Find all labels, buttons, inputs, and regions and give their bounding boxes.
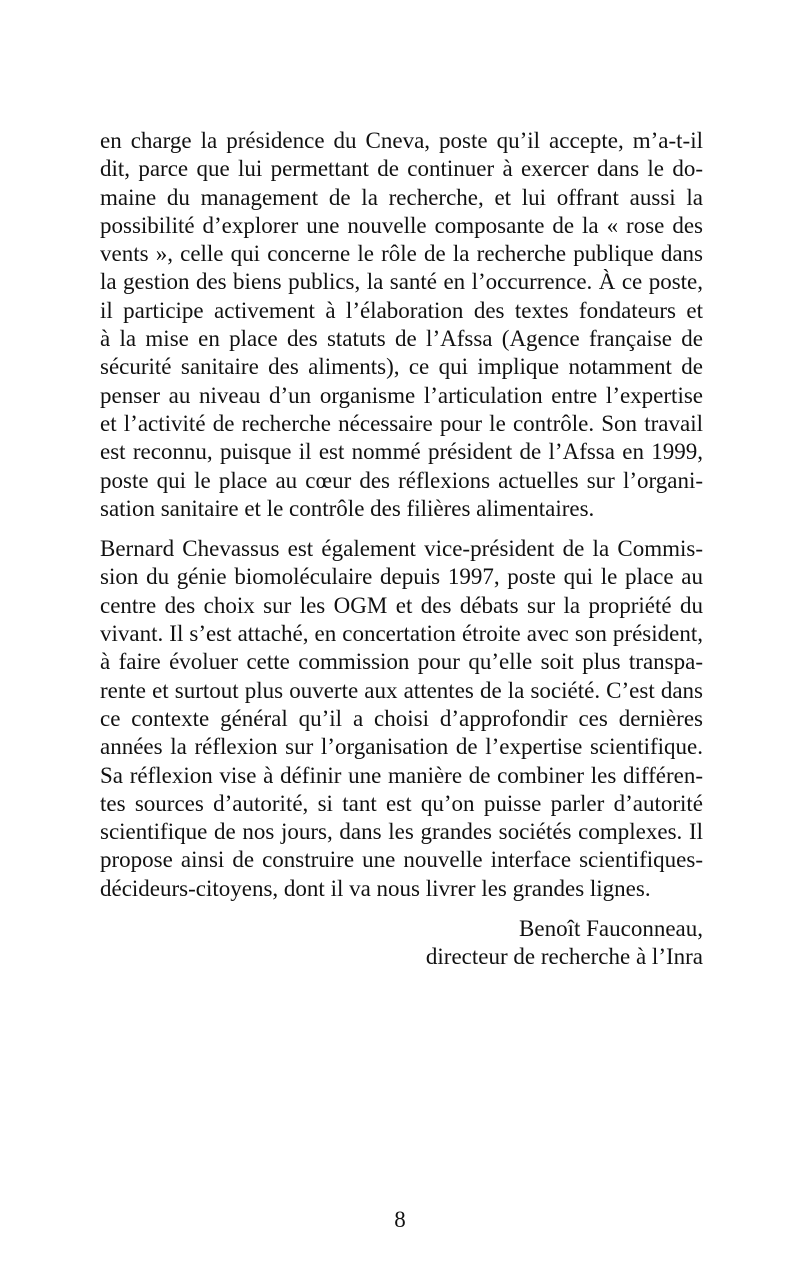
text-line: est reconnu, puisque il est nommé président de l’Afssa en 1999, — [100, 439, 703, 465]
text-line: Sa réflexion vise à définir une manière de combiner les différen- — [100, 762, 703, 788]
text-line: possibilité d’explorer une nouvelle composante de la « rose des — [100, 212, 703, 238]
text-line: et l’activité de recherche nécessaire pour le contrôle. Son travail — [100, 410, 703, 436]
paragraph-1 — [100, 127, 703, 523]
text-line: sécurité sanitaire des aliments), ce qui implique notamment de — [100, 354, 703, 380]
text-line: la gestion des biens publics, la santé en l’occurrence. À ce poste, — [100, 269, 703, 295]
text-line: rente et surtout plus ouverte aux attentes de la société. C’est dans — [100, 677, 703, 703]
text-line: vents », celle qui concerne le rôle de la recherche publique dans — [100, 241, 703, 267]
text-line: décideurs-citoyens, dont il va nous livrer les grandes lignes. — [100, 875, 651, 901]
text-line: à faire évoluer cette commission pour qu’elle soit plus transpa- — [100, 649, 703, 675]
signature-block — [100, 915, 703, 972]
text-block — [100, 127, 703, 972]
text-line: sion du génie biomoléculaire depuis 1997, poste qui le place au — [100, 564, 703, 590]
text-line: sation sanitaire et le contrôle des filières alimentaires. — [100, 495, 595, 521]
text-line: scientifique de nos jours, dans les grandes sociétés complexes. Il — [100, 819, 703, 845]
text-line: penser au niveau d’un organisme l’articulation entre l’expertise — [100, 382, 703, 408]
paragraph-2 — [100, 535, 703, 903]
text-line: poste qui le place au cœur des réflexions actuelles sur l’organi- — [100, 467, 703, 493]
text-line: tes sources d’autorité, si tant est qu’on puisse parler d’autorité — [100, 790, 703, 816]
page-number: 8 — [394, 1207, 406, 1232]
text-line: ce contexte général qu’il a choisi d’approfondir ces dernières — [100, 705, 703, 731]
text-line: maine du management de la recherche, et lui offrant aussi la — [100, 184, 703, 210]
text-line: Bernard Chevassus est également vice-président de la Commis- — [100, 536, 703, 562]
text-line: centre des choix sur les OGM et des débats sur la propriété du — [100, 592, 703, 618]
signature-title: directeur de recherche à l’Inra — [425, 944, 703, 970]
text-line: il participe activement à l’élaboration des textes fondateurs et — [100, 297, 703, 323]
text-line: dit, parce que lui permettant de continuer à exercer dans le do- — [100, 156, 703, 182]
text-line: à la mise en place des statuts de l’Afssa (Agence française de — [100, 326, 703, 352]
signature-name: Benoît Fauconneau, — [519, 916, 703, 942]
text-line: propose ainsi de construire une nouvelle interface scientifiques- — [100, 847, 703, 873]
text-line: vivant. Il s’est attaché, en concertation étroite avec son président, — [100, 621, 703, 647]
text-line: années la réflexion sur l’organisation de l’expertise scientifique. — [100, 734, 703, 760]
text-line: en charge la présidence du Cneva, poste qu’il accepte, m’a-t-il — [100, 128, 703, 153]
